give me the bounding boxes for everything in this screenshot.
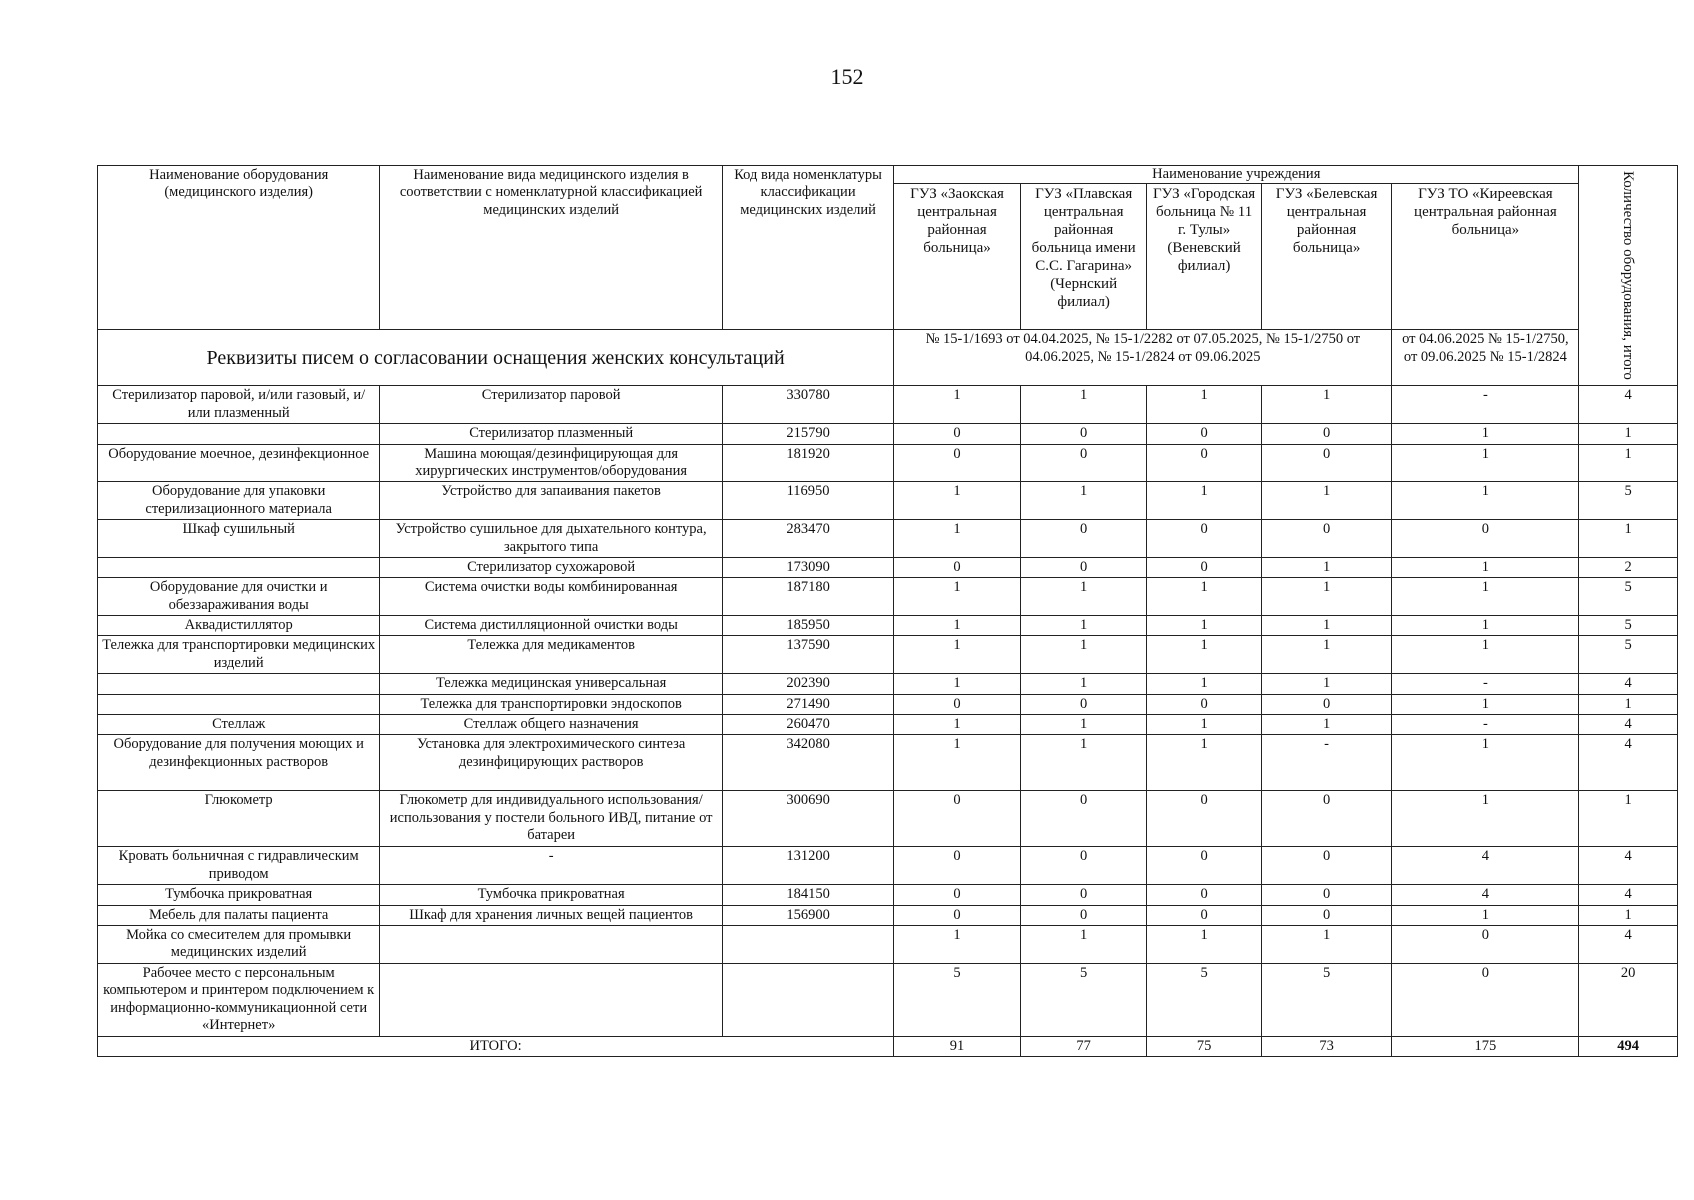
institution-2-value: 0 <box>1020 847 1147 885</box>
total-value: 1 <box>1579 424 1678 444</box>
device-type-cell: Тележка для медикаментов <box>380 636 723 674</box>
equipment-name-cell: Оборудование для очистки и обеззараживания воды <box>98 578 380 616</box>
institution-1-value: 0 <box>894 557 1021 577</box>
header-code: Код вида номенклатуры классификации медицинских изделий <box>722 166 893 330</box>
institution-2-value: 1 <box>1020 482 1147 520</box>
institution-1-value: 0 <box>894 444 1021 482</box>
code-cell: 271490 <box>722 694 893 714</box>
institution-4-value: 1 <box>1261 386 1392 424</box>
device-type-cell: Установка для электрохимического синтеза дезинфицирующих растворов <box>380 735 723 791</box>
institution-2-value: 1 <box>1020 578 1147 616</box>
equipment-name-cell: Стеллаж <box>98 715 380 735</box>
institution-2-value: 0 <box>1020 424 1147 444</box>
code-cell: 187180 <box>722 578 893 616</box>
total-value: 1 <box>1579 694 1678 714</box>
total-value: 4 <box>1579 386 1678 424</box>
institution-1-value: 0 <box>894 847 1021 885</box>
institution-4-value: 1 <box>1261 578 1392 616</box>
institution-5-value: - <box>1392 715 1579 735</box>
table-row <box>98 715 1678 735</box>
device-type-cell <box>380 963 723 1036</box>
requisites-letters-5: от 04.06.2025 № 15-1/2750, от 09.06.2025 № 15-1/2824 <box>1392 330 1579 386</box>
institution-1-value: 1 <box>894 636 1021 674</box>
table-row <box>98 578 1678 616</box>
device-type-cell: Стерилизатор сухожаровой <box>380 557 723 577</box>
requisites-label: Реквизиты писем о согласовании оснащения женских консультаций <box>98 330 894 386</box>
code-cell: 185950 <box>722 616 893 636</box>
header-total: Количество оборудования, итого <box>1579 166 1678 386</box>
total-value: 5 <box>1579 616 1678 636</box>
institution-1-value: 0 <box>894 791 1021 847</box>
equipment-name-cell: Мебель для палаты пациента <box>98 905 380 925</box>
institution-1-value: 1 <box>894 735 1021 791</box>
institution-2-value: 1 <box>1020 925 1147 963</box>
institution-3-value: 1 <box>1147 636 1261 674</box>
institution-2-value: 0 <box>1020 694 1147 714</box>
table-row <box>98 905 1678 925</box>
equipment-name-cell: Стерилизатор паровой, и/или газовый, и/или плазменный <box>98 386 380 424</box>
institution-5-value: 1 <box>1392 905 1579 925</box>
total-value: 1 <box>1579 444 1678 482</box>
table-row <box>98 674 1678 694</box>
code-cell: 342080 <box>722 735 893 791</box>
device-type-cell: Устройство для запаивания пакетов <box>380 482 723 520</box>
institution-1-value: 1 <box>894 386 1021 424</box>
institution-2-value: 1 <box>1020 735 1147 791</box>
institution-5-value: 1 <box>1392 616 1579 636</box>
code-cell: 300690 <box>722 791 893 847</box>
code-cell: 116950 <box>722 482 893 520</box>
institution-2-value: 1 <box>1020 715 1147 735</box>
institution-4-value: 1 <box>1261 636 1392 674</box>
institution-3-value: 1 <box>1147 578 1261 616</box>
institution-4-value: 0 <box>1261 424 1392 444</box>
institution-2-value: 1 <box>1020 616 1147 636</box>
institution-4-value: 0 <box>1261 694 1392 714</box>
institution-2-value: 0 <box>1020 444 1147 482</box>
equipment-name-cell: Шкаф сушильный <box>98 520 380 558</box>
equipment-name-cell <box>98 694 380 714</box>
institution-3-value: 0 <box>1147 847 1261 885</box>
table-row <box>98 925 1678 963</box>
header-institution-1: ГУЗ «Заокская центральная районная больница» <box>894 184 1021 330</box>
institution-5-value: 1 <box>1392 735 1579 791</box>
institution-2-value: 1 <box>1020 674 1147 694</box>
institution-3-value: 0 <box>1147 557 1261 577</box>
device-type-cell <box>380 925 723 963</box>
institution-1-value: 1 <box>894 578 1021 616</box>
institution-4-value: 5 <box>1261 963 1392 1036</box>
institution-5-value: 0 <box>1392 520 1579 558</box>
table-row <box>98 735 1678 791</box>
equipment-name-cell: Оборудование для упаковки стерилизационного материала <box>98 482 380 520</box>
institution-3-value: 0 <box>1147 791 1261 847</box>
code-cell: 131200 <box>722 847 893 885</box>
institution-1-value: 0 <box>894 424 1021 444</box>
device-type-cell: Глюкометр для индивидуального использования/использования у постели больного ИВД, питание от батареи <box>380 791 723 847</box>
equipment-name-cell: Мойка со смесителем для промывки медицинских изделий <box>98 925 380 963</box>
totals-institution-1: 91 <box>894 1036 1021 1056</box>
institution-4-value: 0 <box>1261 847 1392 885</box>
equipment-name-cell: Рабочее место с персональным компьютером и принтером подключением к информационно-коммуникационной сети «Интернет» <box>98 963 380 1036</box>
code-cell: 173090 <box>722 557 893 577</box>
equipment-name-cell: Аквадистиллятор <box>98 616 380 636</box>
table-row <box>98 791 1678 847</box>
institution-5-value: 1 <box>1392 636 1579 674</box>
institution-4-value: 0 <box>1261 885 1392 905</box>
institution-4-value: 0 <box>1261 791 1392 847</box>
institution-5-value: 1 <box>1392 482 1579 520</box>
requisites-letters-1-4: № 15-1/1693 от 04.04.2025, № 15-1/2282 от 07.05.2025, № 15-1/2750 от 04.06.2025, № 15-1/2824 от 09.06.2025 <box>894 330 1392 386</box>
table-row <box>98 482 1678 520</box>
institution-4-value: 1 <box>1261 557 1392 577</box>
device-type-cell: Тележка медицинская универсальная <box>380 674 723 694</box>
institution-5-value: 0 <box>1392 925 1579 963</box>
code-cell: 137590 <box>722 636 893 674</box>
table-row <box>98 444 1678 482</box>
institution-5-value: - <box>1392 386 1579 424</box>
header-institution-5: ГУЗ ТО «Киреевская центральная районная больница» <box>1392 184 1579 330</box>
institution-2-value: 1 <box>1020 386 1147 424</box>
totals-institution-4: 73 <box>1261 1036 1392 1056</box>
header-institution-2: ГУЗ «Плавская центральная районная больница имени С.С. Гагарина» (Чернский филиал) <box>1020 184 1147 330</box>
code-cell: 330780 <box>722 386 893 424</box>
institution-4-value: 0 <box>1261 905 1392 925</box>
institution-5-value: 4 <box>1392 847 1579 885</box>
code-cell: 215790 <box>722 424 893 444</box>
institution-3-value: 1 <box>1147 482 1261 520</box>
table-row <box>98 424 1678 444</box>
header-equipment-name: Наименование оборудования (медицинского изделия) <box>98 166 380 330</box>
table-row <box>98 616 1678 636</box>
institution-4-value: 1 <box>1261 674 1392 694</box>
institution-4-value: 0 <box>1261 444 1392 482</box>
totals-institution-2: 77 <box>1020 1036 1147 1056</box>
institution-3-value: 1 <box>1147 715 1261 735</box>
institution-3-value: 0 <box>1147 694 1261 714</box>
table-row <box>98 694 1678 714</box>
table-row <box>98 636 1678 674</box>
institution-2-value: 1 <box>1020 636 1147 674</box>
device-type-cell: - <box>380 847 723 885</box>
total-value: 4 <box>1579 674 1678 694</box>
device-type-cell: Тумбочка прикроватная <box>380 885 723 905</box>
equipment-name-cell: Оборудование для получения моющих и дезинфекционных растворов <box>98 735 380 791</box>
total-value: 5 <box>1579 578 1678 616</box>
institution-3-value: 0 <box>1147 444 1261 482</box>
total-value: 1 <box>1579 905 1678 925</box>
equipment-name-cell: Тумбочка прикроватная <box>98 885 380 905</box>
device-type-cell: Устройство сушильное для дыхательного контура, закрытого типа <box>380 520 723 558</box>
institution-3-value: 0 <box>1147 905 1261 925</box>
institution-3-value: 0 <box>1147 424 1261 444</box>
header-institution-4: ГУЗ «Белевская центральная районная больница» <box>1261 184 1392 330</box>
institution-5-value: 1 <box>1392 791 1579 847</box>
institution-3-value: 1 <box>1147 386 1261 424</box>
total-value: 5 <box>1579 636 1678 674</box>
institution-3-value: 1 <box>1147 925 1261 963</box>
totals-institution-3: 75 <box>1147 1036 1261 1056</box>
institution-2-value: 0 <box>1020 557 1147 577</box>
code-cell: 202390 <box>722 674 893 694</box>
device-type-cell: Стерилизатор плазменный <box>380 424 723 444</box>
code-cell: 184150 <box>722 885 893 905</box>
code-cell: 283470 <box>722 520 893 558</box>
institution-4-value: 1 <box>1261 925 1392 963</box>
institution-4-value: - <box>1261 735 1392 791</box>
equipment-name-cell: Оборудование моечное, дезинфекционное <box>98 444 380 482</box>
code-cell: 181920 <box>722 444 893 482</box>
institution-3-value: 5 <box>1147 963 1261 1036</box>
totals-row <box>98 1036 1678 1056</box>
institution-5-value: 1 <box>1392 444 1579 482</box>
institution-5-value: 4 <box>1392 885 1579 905</box>
institution-2-value: 0 <box>1020 791 1147 847</box>
institution-2-value: 0 <box>1020 885 1147 905</box>
institution-1-value: 5 <box>894 963 1021 1036</box>
institution-1-value: 0 <box>894 885 1021 905</box>
institution-1-value: 1 <box>894 715 1021 735</box>
table-row <box>98 885 1678 905</box>
total-value: 4 <box>1579 735 1678 791</box>
header-device-type: Наименование вида медицинского изделия в соответствии с номенклатурной классификацией медицинских изделий <box>380 166 723 330</box>
institution-4-value: 1 <box>1261 616 1392 636</box>
total-value: 1 <box>1579 520 1678 558</box>
grand-total: 494 <box>1579 1036 1678 1056</box>
institution-5-value: 1 <box>1392 557 1579 577</box>
institution-5-value: - <box>1392 674 1579 694</box>
total-value: 4 <box>1579 885 1678 905</box>
total-value: 1 <box>1579 791 1678 847</box>
institution-5-value: 0 <box>1392 963 1579 1036</box>
device-type-cell: Стерилизатор паровой <box>380 386 723 424</box>
institution-1-value: 1 <box>894 482 1021 520</box>
institution-3-value: 1 <box>1147 674 1261 694</box>
institution-2-value: 0 <box>1020 905 1147 925</box>
total-value: 2 <box>1579 557 1678 577</box>
institution-4-value: 1 <box>1261 715 1392 735</box>
totals-label: ИТОГО: <box>98 1036 894 1056</box>
institution-4-value: 1 <box>1261 482 1392 520</box>
institution-1-value: 1 <box>894 674 1021 694</box>
institution-4-value: 0 <box>1261 520 1392 558</box>
equipment-name-cell: Глюкометр <box>98 791 380 847</box>
table-row <box>98 557 1678 577</box>
institution-3-value: 1 <box>1147 735 1261 791</box>
institution-1-value: 0 <box>894 905 1021 925</box>
equipment-table <box>97 165 1678 1057</box>
institution-1-value: 1 <box>894 520 1021 558</box>
header-institution-group: Наименование учреждения <box>894 166 1579 184</box>
device-type-cell: Шкаф для хранения личных вещей пациентов <box>380 905 723 925</box>
device-type-cell: Система очистки воды комбинированная <box>380 578 723 616</box>
device-type-cell: Тележка для транспортировки эндоскопов <box>380 694 723 714</box>
code-cell <box>722 925 893 963</box>
institution-2-value: 0 <box>1020 520 1147 558</box>
page-number: 152 <box>830 64 864 89</box>
header-institution-3: ГУЗ «Городская больница № 11 г. Тулы» (Веневский филиал) <box>1147 184 1261 330</box>
table-row <box>98 847 1678 885</box>
table-row <box>98 386 1678 424</box>
institution-5-value: 1 <box>1392 424 1579 444</box>
total-value: 20 <box>1579 963 1678 1036</box>
equipment-name-cell: Кровать больничная с гидравлическим приводом <box>98 847 380 885</box>
device-type-cell: Машина моющая/дезинфицирующая для хирургических инструментов/оборудования <box>380 444 723 482</box>
institution-1-value: 0 <box>894 694 1021 714</box>
code-cell: 156900 <box>722 905 893 925</box>
table-row <box>98 963 1678 1036</box>
total-value: 4 <box>1579 925 1678 963</box>
institution-1-value: 1 <box>894 925 1021 963</box>
table-row <box>98 520 1678 558</box>
institution-5-value: 1 <box>1392 578 1579 616</box>
total-value: 4 <box>1579 847 1678 885</box>
institution-5-value: 1 <box>1392 694 1579 714</box>
institution-2-value: 5 <box>1020 963 1147 1036</box>
total-value: 4 <box>1579 715 1678 735</box>
equipment-name-cell <box>98 674 380 694</box>
device-type-cell: Система дистилляционной очистки воды <box>380 616 723 636</box>
institution-3-value: 0 <box>1147 520 1261 558</box>
equipment-name-cell <box>98 424 380 444</box>
code-cell: 260470 <box>722 715 893 735</box>
institution-3-value: 0 <box>1147 885 1261 905</box>
equipment-name-cell <box>98 557 380 577</box>
institution-3-value: 1 <box>1147 616 1261 636</box>
device-type-cell: Стеллаж общего назначения <box>380 715 723 735</box>
totals-institution-5: 175 <box>1392 1036 1579 1056</box>
equipment-name-cell: Тележка для транспортировки медицинских изделий <box>98 636 380 674</box>
total-value: 5 <box>1579 482 1678 520</box>
institution-1-value: 1 <box>894 616 1021 636</box>
code-cell <box>722 963 893 1036</box>
